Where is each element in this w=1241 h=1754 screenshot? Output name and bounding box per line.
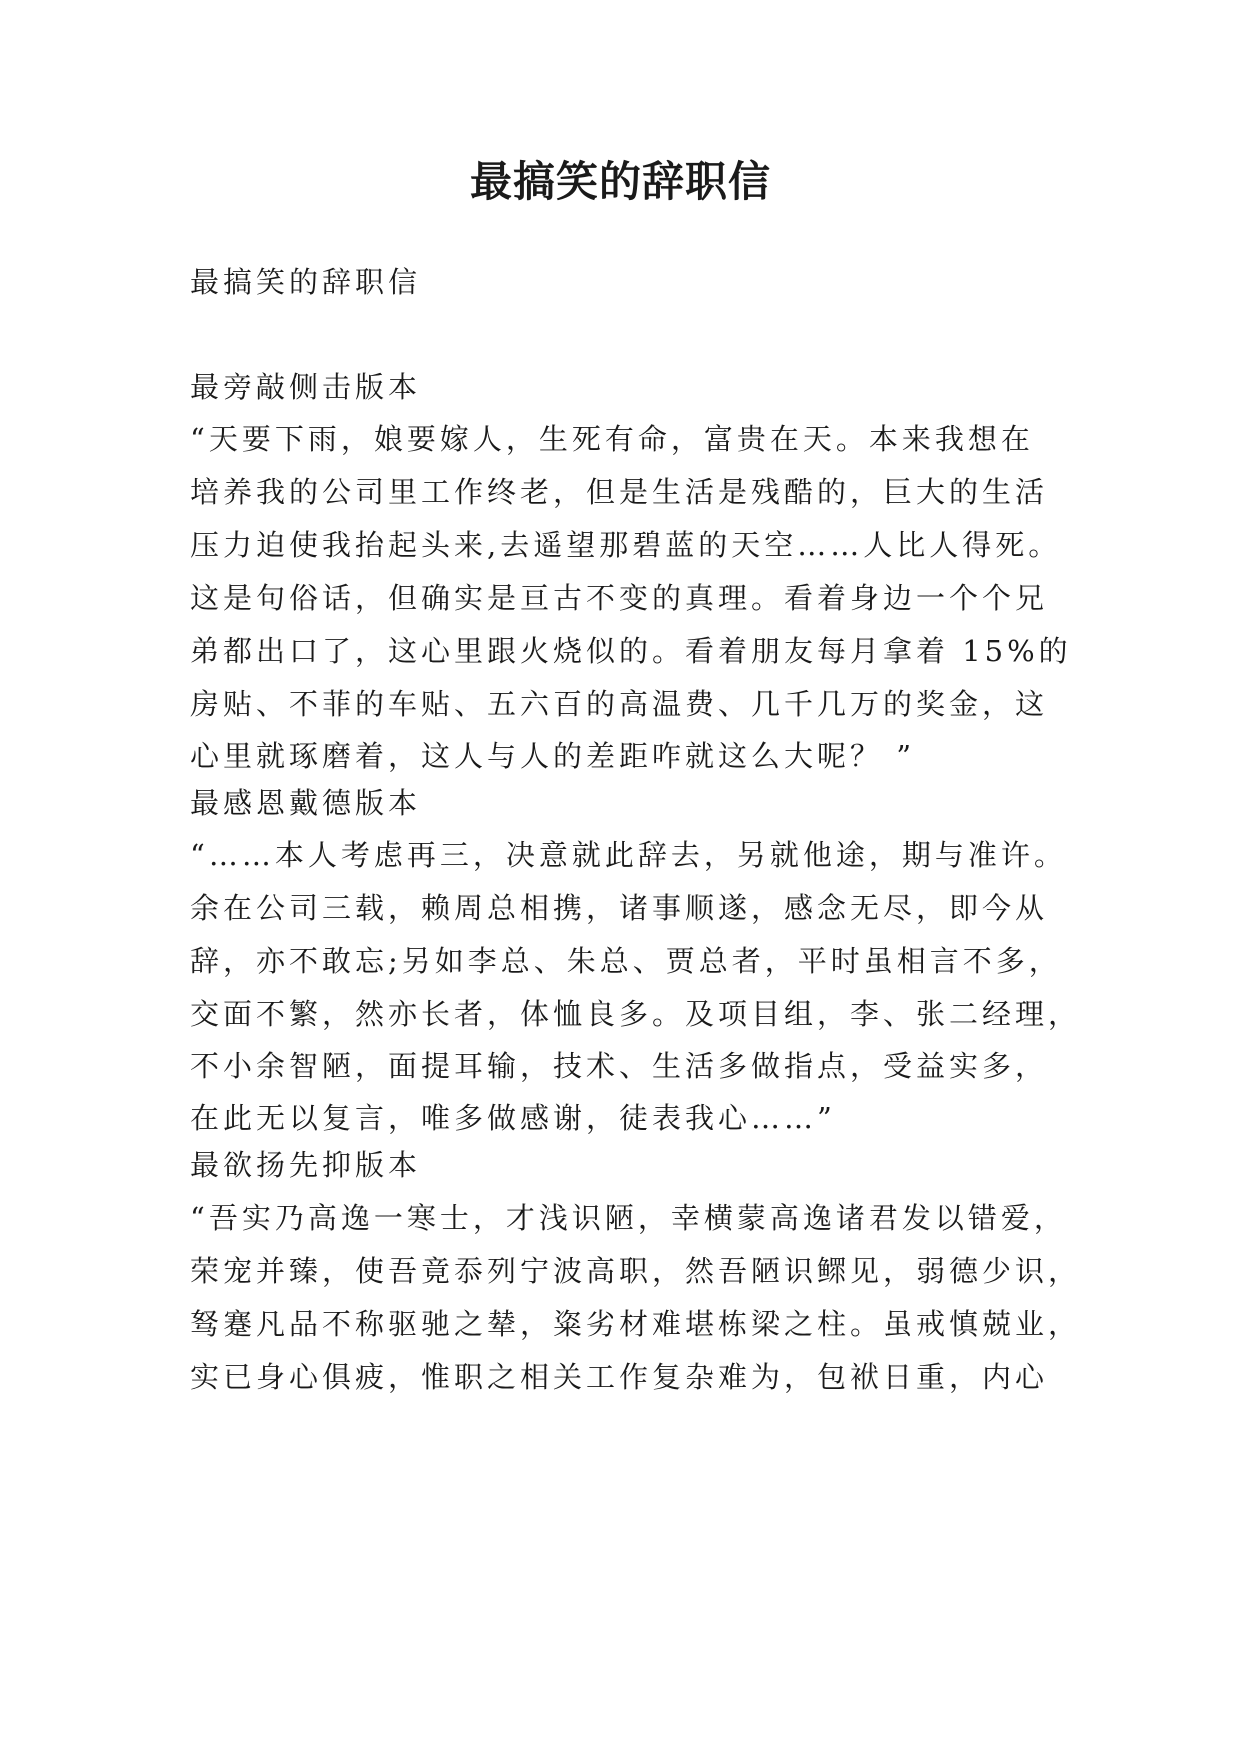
page-title: 最搞笑的辞职信 — [469, 157, 771, 206]
paragraph-line: 弟都出口了，这心里跟火烧似的。看着朋友每月拿着 15%的 — [190, 634, 1072, 668]
paragraph-line: “吾实乃高逸一寒士，才浅识陋，幸横蒙高逸诸君发以错爱， — [190, 1201, 1067, 1235]
paragraph-line: 荣宠并臻，使吾竟忝列宁波高职，然吾陋识鳏见，弱德少识， — [190, 1254, 1082, 1288]
paragraph-line: 余在公司三载，赖周总相携，诸事顺遂，感念无尽，即今从 — [190, 891, 1049, 925]
document-subtitle: 最搞笑的辞职信 — [190, 265, 422, 299]
paragraph-line: “天要下雨，娘要嫁人，生死有命，富贵在天。本来我想在 — [190, 422, 1034, 456]
paragraph-line: 这是句俗话，但确实是亘古不变的真理。看着身边一个个兄 — [190, 581, 1049, 615]
paragraph-line: 房贴、不菲的车贴、五六百的高温费、几千几万的奖金，这 — [190, 687, 1049, 721]
paragraph-line: 培养我的公司里工作终老，但是生活是残酷的，巨大的生活 — [190, 475, 1049, 509]
paragraph-line: 压力迫使我抬起头来,去遥望那碧蓝的天空……人比人得死。 — [190, 528, 1062, 562]
paragraph-line: “……本人考虑再三，决意就此辞去，另就他途，期与准许。 — [190, 838, 1067, 872]
paragraph-line: 驽蹇凡品不称驱驰之辇，粢劣材难堪栋梁之柱。虽戒慎兢业， — [190, 1307, 1082, 1341]
paragraph-line: 辞，亦不敢忘;另如李总、朱总、贾总者，平时虽相言不多， — [190, 944, 1062, 978]
paragraph-line: 心里就琢磨着，这人与人的差距咋就这么大呢？ ” — [190, 739, 916, 773]
paragraph-line: 在此无以复言，唯多做感谢，徒表我心……” — [190, 1101, 836, 1135]
section-heading: 最感恩戴德版本 — [190, 786, 422, 820]
paragraph-line: 不小余智陋，面提耳输，技术、生活多做指点，受益实多， — [190, 1049, 1049, 1083]
paragraph-line: 交面不繁，然亦长者，体恤良多。及项目组，李、张二经理， — [190, 997, 1082, 1031]
section-heading: 最欲扬先抑版本 — [190, 1148, 422, 1182]
paragraph-line: 实已身心俱疲，惟职之相关工作复杂难为，包袱日重，内心 — [190, 1360, 1049, 1394]
section-heading: 最旁敲侧击版本 — [190, 370, 422, 404]
